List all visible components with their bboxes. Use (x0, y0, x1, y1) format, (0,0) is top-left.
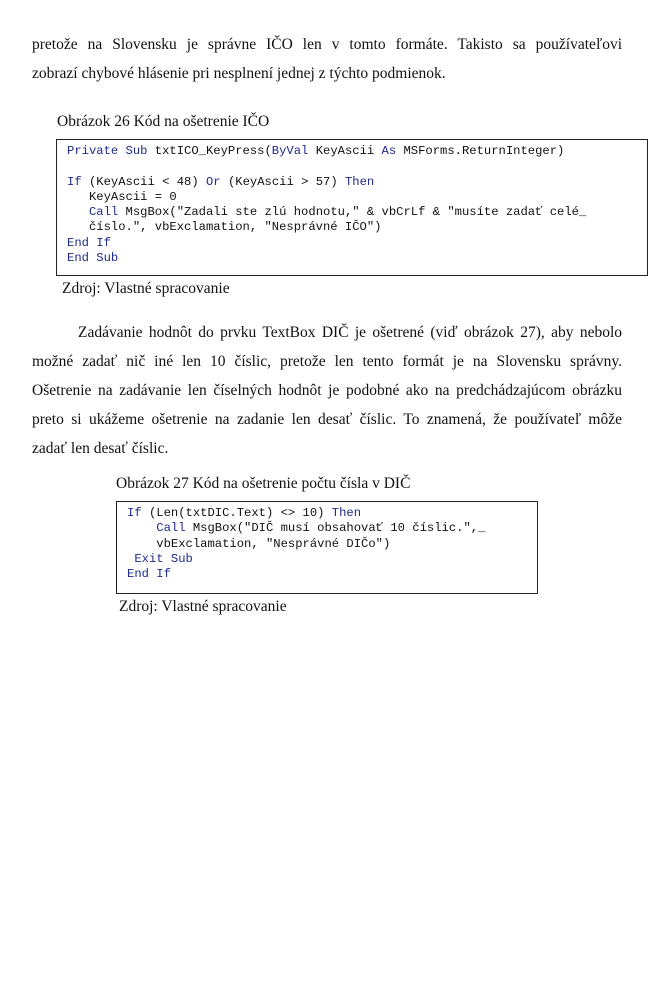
code-line (127, 537, 390, 551)
code-line (127, 567, 171, 581)
code-keyword: If (127, 506, 142, 520)
figure-26-code-box (56, 139, 648, 276)
code-keyword: If (67, 174, 82, 189)
code-keyword: Call (88, 205, 119, 220)
code-keyword: Then (344, 174, 375, 189)
code-line (67, 205, 586, 219)
code-keyword: End If (67, 235, 111, 250)
code-line (67, 220, 382, 234)
paragraph-dic (32, 318, 622, 463)
code-keyword: Or (205, 174, 221, 189)
code-keyword: Call (156, 521, 186, 536)
code-text: txtICO_KeyPress( (147, 144, 272, 158)
text-line: preto si ukážeme ošetrenie na zadanie len desať číslic. To znamená, že používateľ môže (32, 411, 622, 428)
code-text: KeyAscii = 0 (67, 189, 177, 204)
code-text: KeyAscii (308, 144, 382, 158)
figure-26-caption: Obrázok 26 Kód na ošetrenie IČO (57, 113, 270, 130)
code-text: číslo.", vbExclamation, "Nesprávné IČO") (67, 220, 382, 235)
code-line (67, 251, 118, 265)
text-line: Ošetrenie na zadávanie len číselných hodnôt je podobné ako na predchádzajúcom obrázku (32, 382, 622, 399)
code-text: vbExclamation, "Nesprávné DIČo") (127, 536, 391, 551)
figure-27-code (127, 506, 527, 582)
code-keyword: Exit Sub (134, 551, 193, 566)
code-text (127, 521, 156, 535)
code-line (67, 236, 111, 250)
code-line (127, 506, 361, 520)
figure-27-code-box (116, 501, 538, 594)
code-text: MsgBox("Zadali ste zlú hodnotu," & vbCrLf & "musíte zadať celé_ (118, 205, 587, 220)
code-keyword: Private Sub (67, 144, 148, 158)
figure-26-source: Zdroj: Vlastné spracovanie (62, 280, 230, 297)
paragraph-continuation (32, 30, 622, 88)
text-line: zadať len desať číslic. (32, 440, 169, 457)
code-keyword: End Sub (67, 251, 119, 266)
code-keyword: ByVal (271, 144, 309, 158)
text-line: Zadávanie hodnôt do prvku TextBox DIČ je ošetrené (viď obrázok 27), aby nebolo (78, 324, 622, 341)
code-line (67, 190, 177, 204)
code-text: MSForms.ReturnInteger) (396, 144, 565, 158)
text-line: zobrazí chybové hlásenie pri nesplnení jednej z týchto podmienok. (32, 65, 446, 82)
code-text: (KeyAscii < 48) (81, 174, 206, 189)
code-text: (Len(txtDIC.Text) <> 10) (141, 506, 332, 520)
code-keyword: As (381, 144, 397, 158)
code-line (67, 175, 374, 189)
figure-27-source: Zdroj: Vlastné spracovanie (119, 598, 287, 615)
text-line: možné zadať nič iné len 10 číslic, pretože len tento formát je na Slovensku správny. (32, 353, 622, 370)
code-text: MsgBox("DIČ musí obsahovať 10 číslic.",_ (185, 521, 486, 536)
code-line (127, 521, 485, 535)
figure-27-caption: Obrázok 27 Kód na ošetrenie počtu čísla v DIČ (116, 475, 411, 492)
code-text: (KeyAscii > 57) (220, 174, 345, 189)
figure-26-code (67, 144, 637, 266)
code-text (67, 205, 89, 219)
code-keyword: End If (127, 567, 171, 582)
code-line (127, 552, 193, 566)
text-line: pretože na Slovensku je správne IČO len v tomto formáte. Takisto sa používateľovi (32, 36, 622, 53)
code-keyword: Then (331, 506, 362, 520)
code-line (67, 144, 564, 158)
